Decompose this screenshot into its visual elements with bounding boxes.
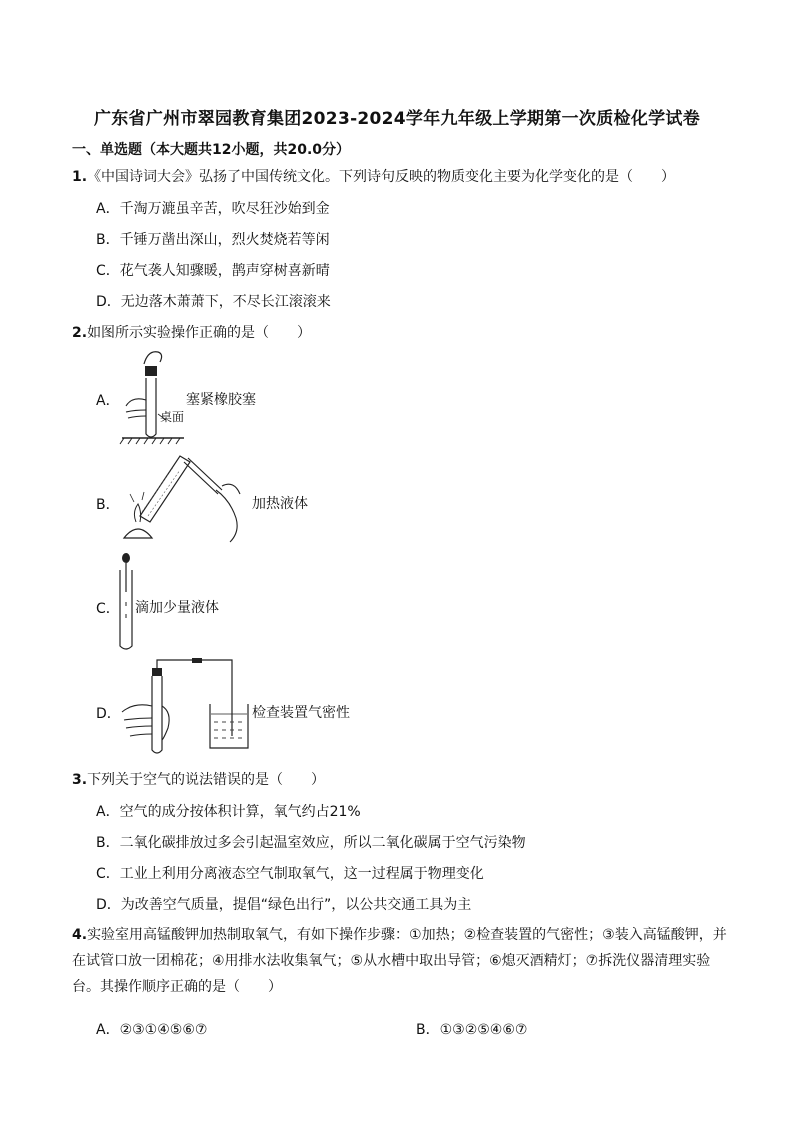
q1-option-a: A．千淘万漉虽辛苦，吹尽狂沙始到金 <box>96 201 330 217</box>
q2-option-a-letter: A． <box>96 393 120 409</box>
q2-option-b-caption: 加热液体 <box>252 496 308 512</box>
question-text: 《中国诗词大会》弘扬了中国传统文化。下列诗句反映的物质变化主要为化学变化的是（ ） <box>87 169 676 185</box>
q3-option-d: D．为改善空气质量，提倡“绿色出行”，以公共交通工具为主 <box>96 897 472 913</box>
q2-option-c-caption: 滴加少量液体 <box>135 600 219 616</box>
q2-option-a-table-label: 桌面 <box>160 410 185 424</box>
q1-option-d: D．无边落木萧萧下，不尽长江滚滚来 <box>96 294 331 310</box>
q1-option-c: C．花气袭人知骤暖，鹊声穿树喜新晴 <box>96 263 330 279</box>
stopper-on-table-figure <box>118 344 188 450</box>
question-text: 如图所示实验操作正确的是（ ） <box>87 325 312 341</box>
q3-option-a: A．空气的成分按体积计算，氧气约占21% <box>96 804 361 820</box>
airtightness-figure <box>118 656 250 758</box>
question-number: 2. <box>72 325 88 341</box>
question-text: 实验室用高锰酸钾加热制取氧气，有如下操作步骤：①加热；②检查装置的气密性；③装入高锰酸钾，并在试管口放一团棉花；④用排水法收集氧气；⑤从水槽中取出导管；⑥熄灭酒精灯；⑦拆洗仪器清理实验台。其操作顺序正确的是（ ） <box>72 927 727 995</box>
q4-option-a: A．②③①④⑤⑥⑦ <box>96 1022 208 1038</box>
q3-option-b: B．二氧化碳排放过多会引起温室效应，所以二氧化碳属于空气污染物 <box>96 835 526 851</box>
q1-option-b: B．千锤万凿出深山，烈火焚烧若等闲 <box>96 232 330 248</box>
question-number: 4. <box>72 927 88 943</box>
page-title: 广东省广州市翠园教育集团2023-2024学年九年级上学期第一次质检化学试卷 <box>93 109 701 129</box>
question-text: 下列关于空气的说法错误的是（ ） <box>87 772 326 788</box>
q2-option-d-letter: D． <box>96 706 121 722</box>
question-3 <box>72 769 325 789</box>
heating-liquid-figure <box>118 450 248 550</box>
dropper-figure <box>116 552 136 654</box>
question-1 <box>72 166 675 186</box>
q2-option-d-caption: 检查装置气密性 <box>252 705 350 721</box>
section-heading: 一、单选题（本大题共12小题，共20.0分） <box>72 142 351 158</box>
question-number: 1. <box>72 169 88 185</box>
question-2 <box>72 322 311 342</box>
question-number: 3. <box>72 772 88 788</box>
question-4 <box>72 922 732 1000</box>
q4-option-b: B．①③②⑤④⑥⑦ <box>416 1022 528 1038</box>
q2-option-a-caption: 塞紧橡胶塞 <box>186 392 256 408</box>
q2-option-c-letter: C． <box>96 601 120 617</box>
q2-option-b-letter: B． <box>96 497 120 513</box>
q3-option-c: C．工业上利用分离液态空气制取氧气，这一过程属于物理变化 <box>96 866 484 882</box>
